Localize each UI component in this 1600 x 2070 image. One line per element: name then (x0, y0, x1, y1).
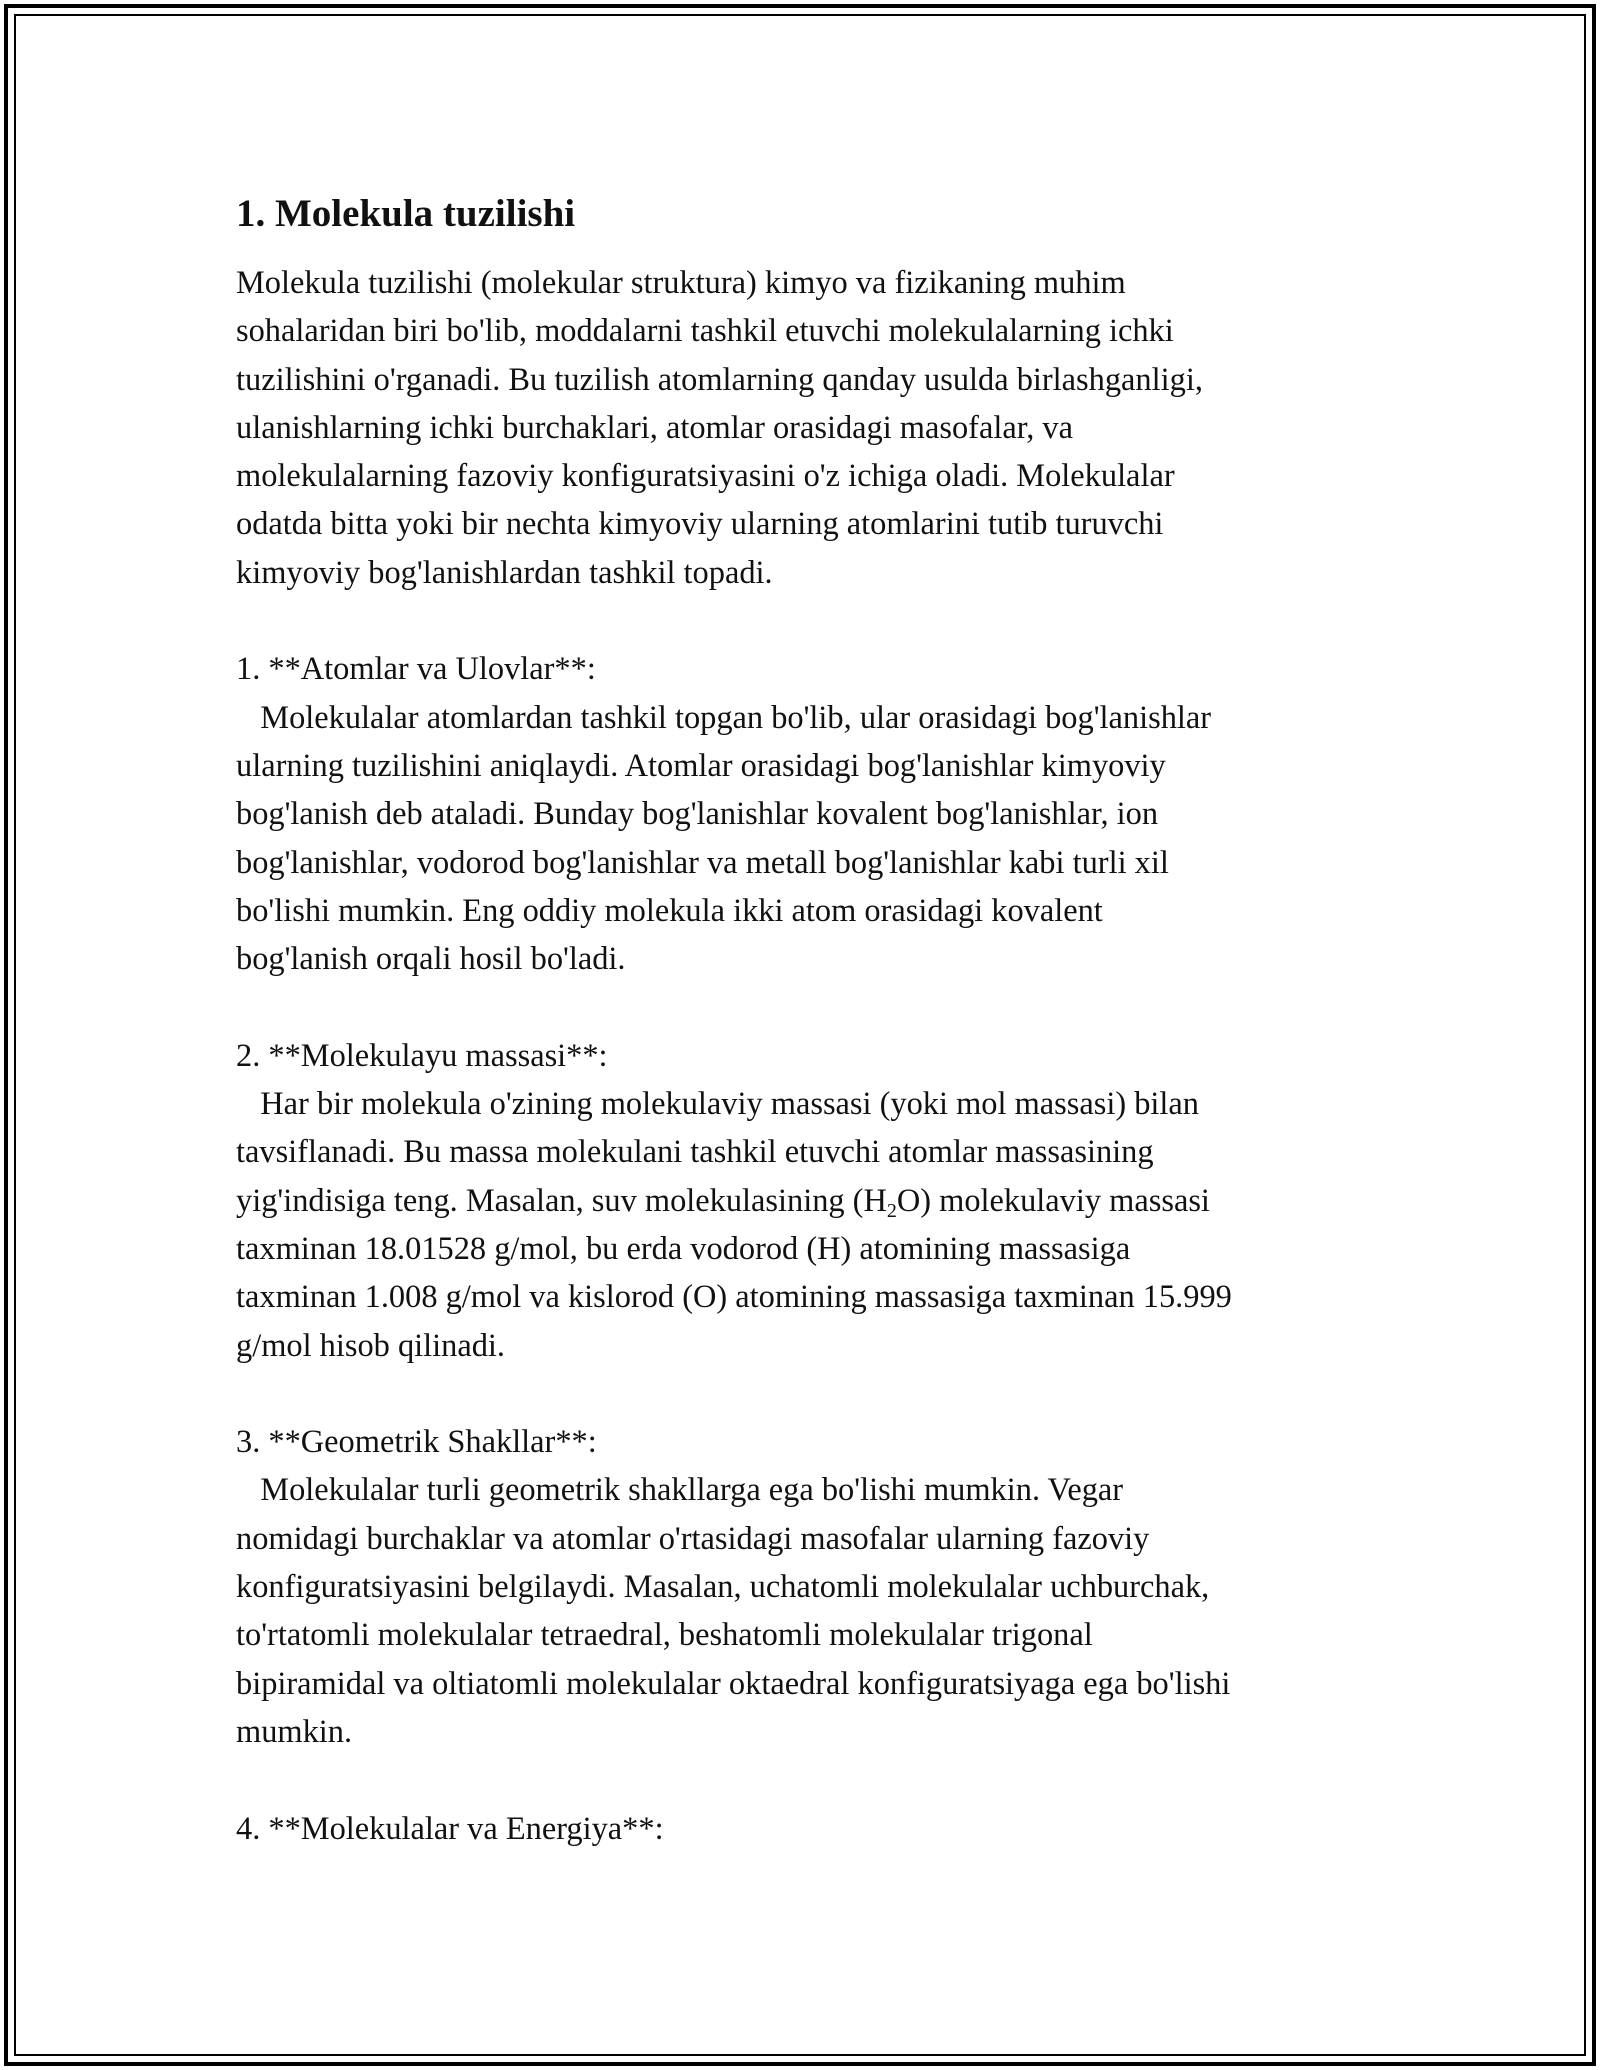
intro-paragraph (236, 259, 1366, 597)
section-line: bog'lanishlar, vodorod bog'lanishlar va metall bog'lanishlar kabi turli xil (236, 844, 1169, 881)
section-line: Molekulalar atomlardan tashkil topgan bo'lib, ular orasidagi bog'lanishlar (236, 699, 1212, 736)
section-line: taxminan 1.008 g/mol va kislorod (O) atomining massasiga taxminan 15.999 (236, 1279, 1232, 1316)
document-body (236, 184, 1366, 1853)
document-heading: 1. Molekula tuzilishi (236, 192, 576, 235)
section-line: nomidagi burchaklar va atomlar o'rtasidagi masofalar ularning fazoviy (236, 1520, 1150, 1557)
section-title: 2. **Molekulayu massasi**: (236, 1037, 608, 1074)
intro-line: Molekula tuzilishi (molekular struktura) kimyo va fizikaning muhim (236, 265, 1126, 301)
section-line: bipiramidal va oltiatomli molekulalar oktaedral konfiguratsiyaga ega bo'lishi (236, 1665, 1231, 1702)
section-line: Har bir molekula o'zining molekulaviy massasi (yoki mol massasi) bilan (236, 1086, 1199, 1123)
intro-line: molekulalarning fazoviy konfiguratsiyasini o'z ichiga oladi. Molekulalar (236, 458, 1175, 495)
section-line: taxminan 18.01528 g/mol, bu erda vodorod (H) atomining massasiga (236, 1230, 1131, 1267)
intro-line: tuzilishini o'rganadi. Bu tuzilish atomlarning qanday usulda birlashganligi, (236, 361, 1203, 398)
section-atomlar (236, 645, 1366, 983)
formula-text-after: O) molekulaviy massasi (896, 1182, 1210, 1219)
section-line: Molekulalar turli geometrik shakllarga ega bo'lishi mumkin. Vegar (236, 1472, 1124, 1509)
formula-text-before: yig'indisiga teng. Masalan, suv molekulasining (H (236, 1182, 887, 1219)
section-line: konfiguratsiyasini belgilaydi. Masalan, uchatomli molekulalar uchburchak, (236, 1569, 1210, 1606)
section-title: 3. **Geometrik Shakllar**: (236, 1424, 597, 1461)
section-title: 4. **Molekulalar va Energiya**: (236, 1810, 664, 1847)
section-line: bog'lanish orqali hosil bo'ladi. (236, 941, 626, 978)
section-title: 1. **Atomlar va Ulovlar**: (236, 651, 596, 688)
intro-line: sohalaridan biri bo'lib, moddalarni tashkil etuvchi molekulalarning ichki (236, 313, 1174, 350)
section-line: mumkin. (236, 1713, 353, 1750)
intro-line: kimyoviy bog'lanishlardan tashkil topadi. (236, 554, 773, 591)
section-line: to'rtatomli molekulalar tetraedral, beshatomli molekulalar trigonal (236, 1617, 1093, 1654)
section-line: tavsiflanadi. Bu massa molekulani tashkil etuvchi atomlar massasining (236, 1134, 1154, 1171)
section-line: g/mol hisob qilinadi. (236, 1327, 506, 1364)
intro-line: ulanishlarning ichki burchaklari, atomlar orasidagi masofalar, va (236, 409, 1073, 446)
section-line: ularning tuzilishini aniqlaydi. Atomlar orasidagi bog'lanishlar kimyoviy (236, 747, 1166, 784)
section-energiya (236, 1805, 1366, 1853)
formula-subscript: 2 (886, 1199, 897, 1222)
intro-line: odatda bitta yoki bir nechta kimyoviy ularning atomlarini tutib turuvchi (236, 506, 1164, 543)
section-line: bo'lishi mumkin. Eng oddiy molekula ikki atom orasidagi kovalent (236, 892, 1103, 929)
section-massasi (236, 1032, 1366, 1370)
section-line: bog'lanish deb ataladi. Bunday bog'lanishlar kovalent bog'lanishlar, ion (236, 796, 1159, 833)
section-geometrik (236, 1418, 1366, 1756)
section-line-formula (236, 1177, 1366, 1225)
